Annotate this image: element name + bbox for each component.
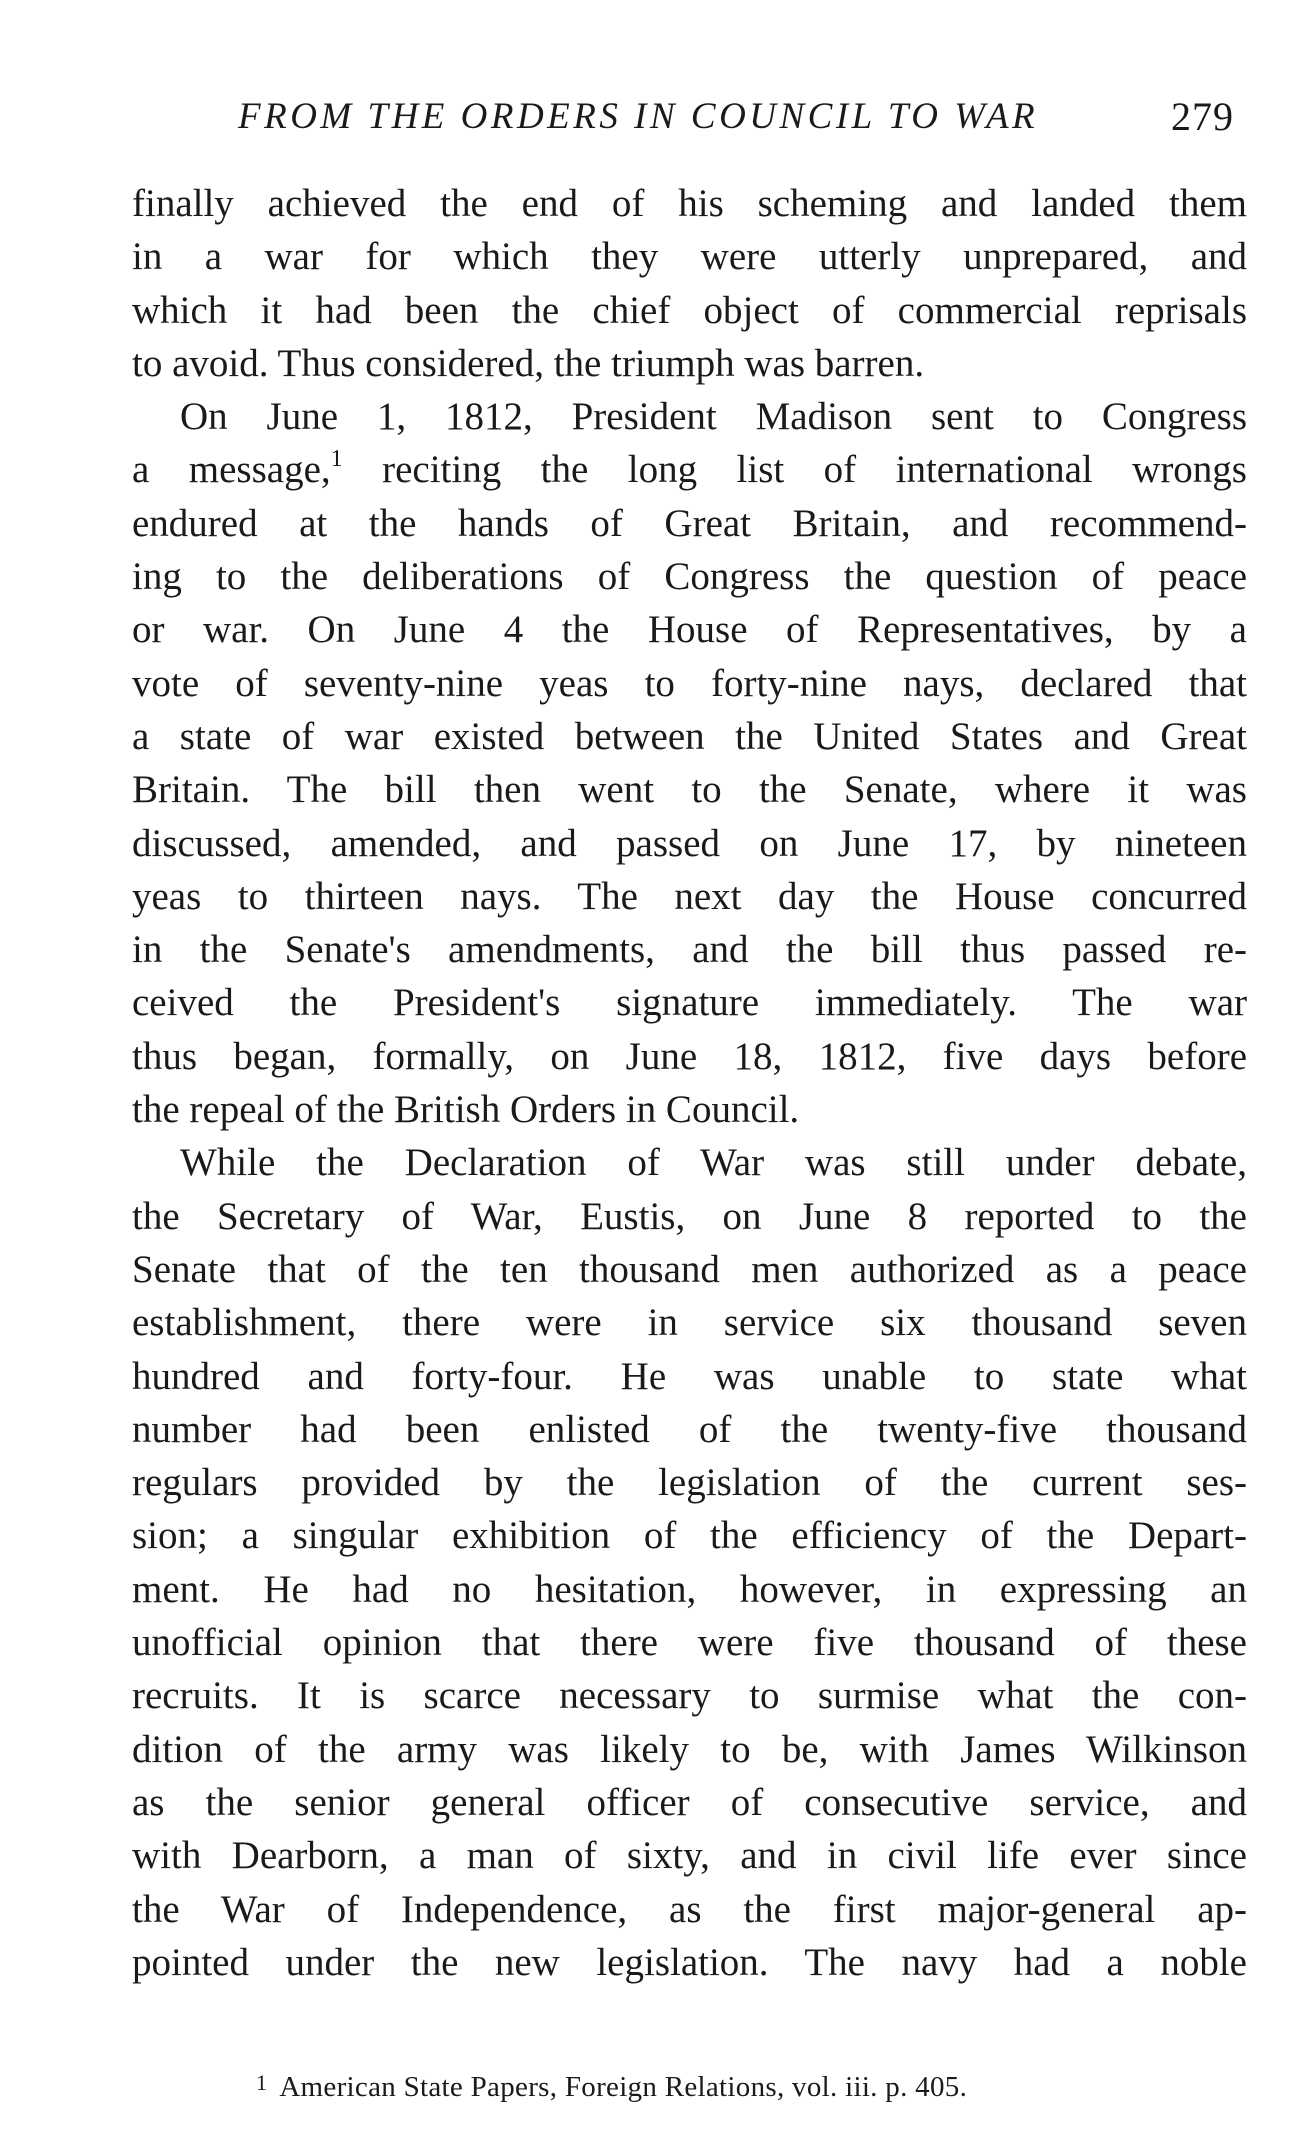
text-line: number had been enlisted of the twenty-five thousand <box>132 1407 1247 1451</box>
footnote-reference: 1 <box>330 446 343 473</box>
text-line: finally achieved the end of his scheming and landed them <box>132 182 1247 225</box>
text-line: ing to the deliberations of Congress the question of peace <box>132 555 1247 599</box>
text-line: unofficial opinion that there were five thousand of these <box>132 1621 1247 1665</box>
footnote-text: American State Papers, Foreign Relations, vol. iii. p. 405. <box>279 2071 968 2103</box>
text-line: recruits. It is scarce necessary to surmise what the con- <box>132 1674 1247 1718</box>
body-text <box>132 177 1247 1989</box>
text-line: hundred and forty-four. He was unable to state what <box>132 1354 1247 1398</box>
text-line-with-footnote <box>132 443 1247 496</box>
footnote <box>256 2063 1156 2107</box>
footnote-marker: 1 <box>256 2070 268 2095</box>
text-line: establishment, there were in service six thousand seven <box>132 1301 1247 1345</box>
text-line: discussed, amended, and passed on June 17, by nineteen <box>132 821 1247 865</box>
text-line: a state of war existed between the United States and Great <box>132 714 1247 758</box>
text-line: the repeal of the British Orders in Council. <box>132 1088 800 1132</box>
page-number: 279 <box>1171 94 1234 139</box>
text-line: sion; a singular exhibition of the efficiency of the Depart- <box>132 1514 1247 1558</box>
text-line: thus began, formally, on June 18, 1812, five days before <box>132 1034 1247 1078</box>
text-line: Senate that of the ten thousand men authorized as a peace <box>132 1247 1247 1291</box>
text-line: pointed under the new legislation. The navy had a noble <box>132 1940 1247 1984</box>
text-line: endured at the hands of Great Britain, and recommend- <box>132 501 1247 545</box>
text-fragment: reciting the long list of international wrongs <box>342 448 1247 492</box>
text-line: ment. He had no hesitation, however, in expressing an <box>132 1567 1247 1611</box>
text-line: dition of the army was likely to be, with James Wilkinson <box>132 1727 1247 1771</box>
text-line: as the senior general officer of consecutive service, and <box>132 1780 1247 1824</box>
text-line: in a war for which they were utterly unprepared, and <box>132 235 1247 279</box>
text-line: ceived the President's signature immediately. The war <box>132 981 1247 1025</box>
running-title: FROM THE ORDERS IN COUNCIL TO WAR <box>238 96 1039 137</box>
text-line: which it had been the chief object of commercial reprisals <box>132 288 1247 332</box>
text-line: On June 1, 1812, President Madison sent to Congress <box>180 395 1247 439</box>
text-line: the War of Independence, as the first major-general ap- <box>132 1887 1247 1931</box>
text-line: vote of seventy-nine yeas to forty-nine nays, declared that <box>132 661 1247 705</box>
page-header <box>132 92 1252 142</box>
text-fragment: a message, <box>132 448 331 492</box>
text-line: yeas to thirteen nays. The next day the House concurred <box>132 874 1247 918</box>
text-line: regulars provided by the legislation of the current ses- <box>132 1461 1247 1505</box>
text-line: Britain. The bill then went to the Senate, where it was <box>132 768 1247 812</box>
text-line: or war. On June 4 the House of Representatives, by a <box>132 608 1247 652</box>
text-line: in the Senate's amendments, and the bill thus passed re- <box>132 928 1247 972</box>
text-line: with Dearborn, a man of sixty, and in civil life ever since <box>132 1834 1247 1878</box>
text-line: the Secretary of War, Eustis, on June 8 reported to the <box>132 1194 1247 1238</box>
text-line: While the Declaration of War was still under debate, <box>180 1141 1247 1185</box>
text-line: to avoid. Thus considered, the triumph was barren. <box>132 341 925 385</box>
